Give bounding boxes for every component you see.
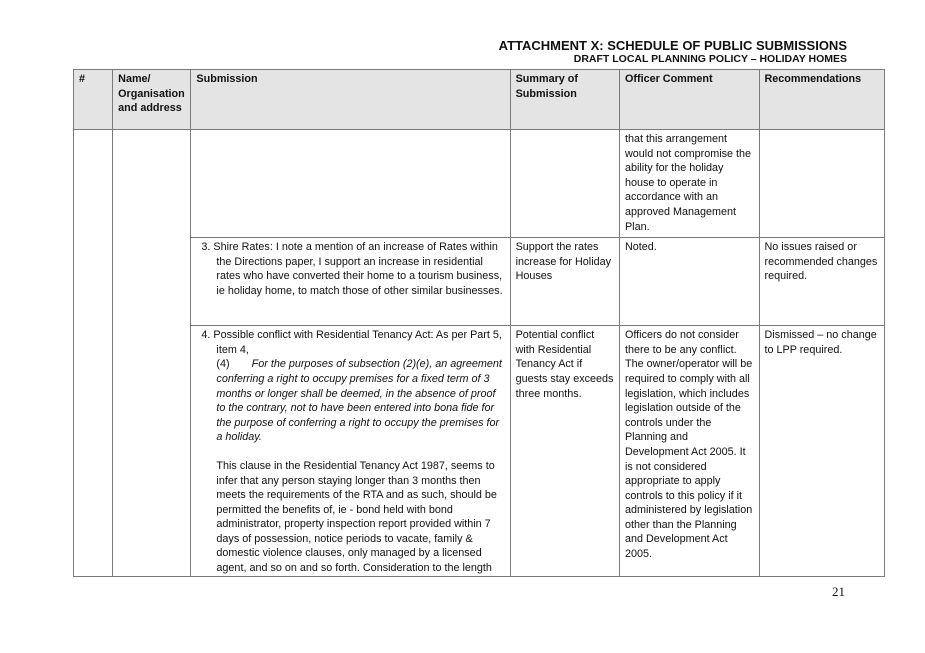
cell-submission: [191, 130, 510, 238]
cell-recommendations: No issues raised or recommended changes required.: [759, 238, 885, 326]
cell-officer-comment: Noted.: [619, 238, 759, 326]
header-name: Name/ Organisation and address: [113, 70, 191, 130]
document-subtitle: DRAFT LOCAL PLANNING POLICY – HOLIDAY HOMES: [573, 53, 847, 65]
header-summary: Summary of Submission: [510, 70, 619, 130]
cell-num: [74, 130, 113, 577]
table-row: [74, 130, 885, 238]
submissions-table: [73, 69, 885, 577]
submission-quote: [196, 357, 504, 445]
cell-submission: [191, 326, 510, 577]
quote-text: For the purposes of subsection (2)(e), an agreement conferring a right to occupy premises for a fixed term of 3 months or longer shall be deemed, in the absence of proof to the contrary, not to have been entered into bona fide for the purpose of conferring a right to occupy the premises for a holiday.: [216, 358, 502, 444]
cell-name: [113, 130, 191, 577]
header-officer-comment: Officer Comment: [619, 70, 759, 130]
page-number: 21: [832, 584, 845, 599]
header-submission: Submission: [191, 70, 510, 130]
header-recommendations: Recommendations: [759, 70, 885, 130]
cell-summary: [510, 130, 619, 238]
table-header-row: [74, 70, 885, 130]
submission-body: This clause in the Residential Tenancy Act 1987, seems to infer that any person staying longer than 3 months then meets the requirements of the RTA and as such, should be permitted the benefits of, ie - bond held with bond administrator, property inspection report provided within 7 days of possession, notice periods to vacate, family & domestic violence clauses, only managed by a licensed agent, and so on and so forth. Consideration to the length: [216, 459, 497, 575]
cell-summary: Potential conflict with Residential Tenancy Act if guests stay exceeds three months.: [510, 326, 619, 577]
header-num: #: [74, 70, 113, 130]
cell-officer-comment: Officers do not consider there to be any conflict. The owner/operator will be required to comply with all legislation, which includes legislation outside of the controls under the Planning and Development Act 2005. It is not considered appropriate to apply controls to this policy if it administered by legislation other than the Planning and Development Act 2005.: [619, 326, 759, 577]
document-title: ATTACHMENT X: SCHEDULE OF PUBLIC SUBMISSIONS: [498, 38, 847, 53]
cell-officer-comment: that this arrangement would not compromise the ability for the holiday house to operate in accordance with an approved Management Plan.: [619, 130, 759, 238]
submission-intro: 4. Possible conflict with Residential Tenancy Act: As per Part 5, item 4,: [201, 329, 502, 356]
quote-number: (4): [216, 358, 230, 371]
submission-text: 3. Shire Rates: I note a mention of an increase of Rates within the Directions paper, I support an increase in residential rates who have converted their home to a tourism business, ie holiday home, to match those of other similar businesses.: [201, 241, 503, 297]
cell-recommendations: [759, 130, 885, 238]
table-row: [74, 326, 885, 577]
cell-recommendations: Dismissed – no change to LPP required.: [759, 326, 885, 577]
cell-summary: Support the rates increase for Holiday Houses: [510, 238, 619, 326]
table-row: [74, 238, 885, 326]
cell-submission: [191, 238, 510, 326]
